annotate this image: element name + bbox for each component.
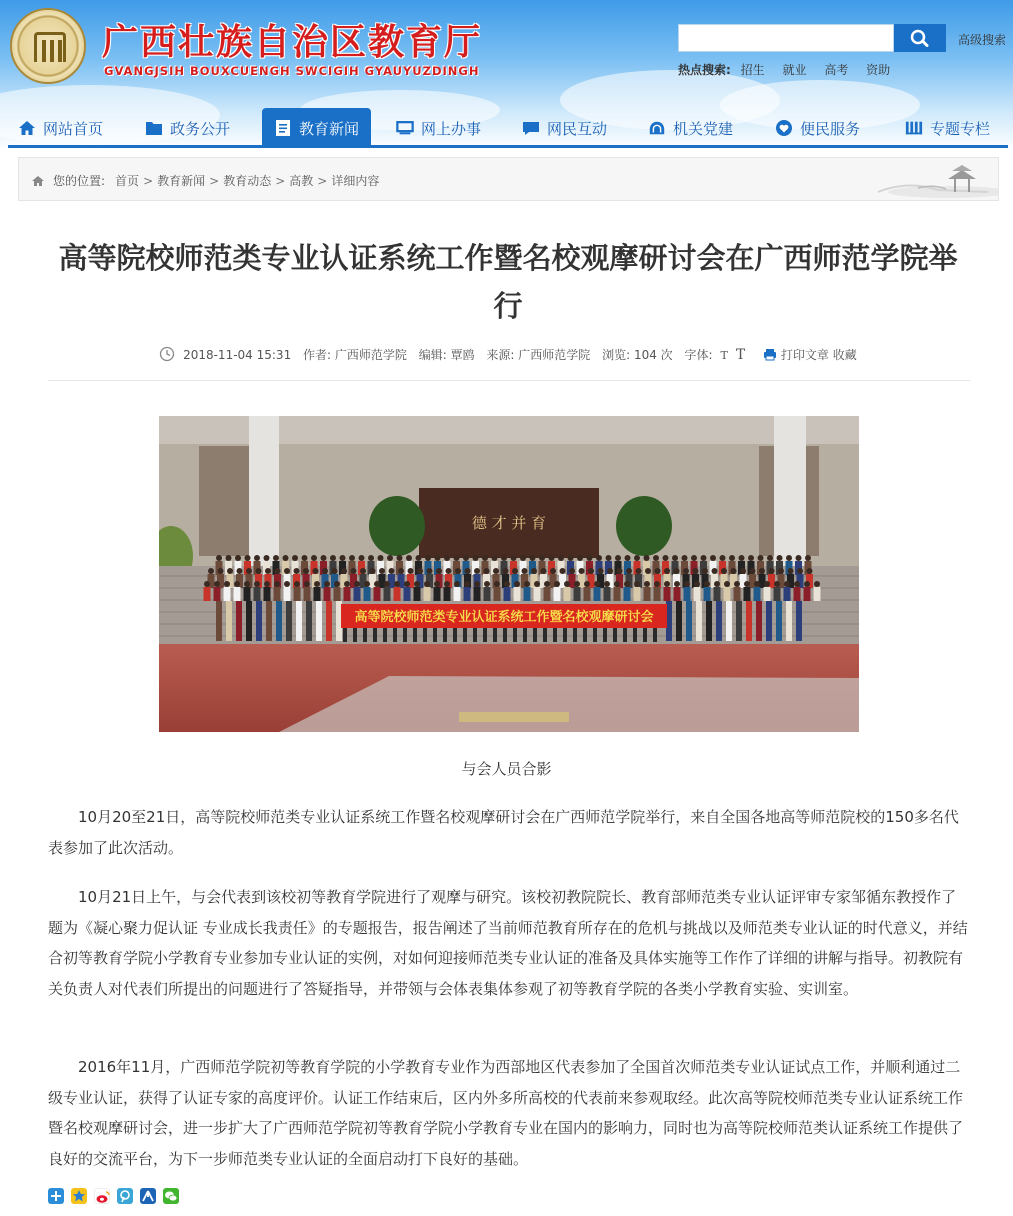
wechat-icon[interactable] <box>163 1188 179 1204</box>
article-editor: 编辑: 覃鸥 <box>418 348 475 362</box>
main-nav <box>8 108 1008 148</box>
photo-wall-text: 德 才 并 育 <box>471 514 547 532</box>
nav-item-label: 政务公开 <box>170 119 231 138</box>
print-article-link[interactable]: 打印文章 <box>780 348 829 362</box>
breadcrumb-bar <box>18 157 999 201</box>
home-icon <box>31 175 45 187</box>
search-button[interactable] <box>894 24 946 52</box>
favorite-link[interactable]: 收藏 <box>832 348 857 362</box>
title-divider <box>48 380 970 381</box>
breadcrumb: 您的位置: 首页 > 教育新闻 > 教育动态 > 高教 > 详细内容 <box>31 172 379 189</box>
article-views: 浏览: 104 次 <box>602 348 673 362</box>
nav-item-party-building[interactable] <box>648 108 733 148</box>
hot-search <box>678 61 904 78</box>
font-large-button[interactable]: T <box>735 347 746 363</box>
advanced-search-link[interactable]: 高级搜索 <box>958 33 1007 47</box>
nav-item-label: 网民互动 <box>547 119 608 138</box>
qzone-icon[interactable] <box>71 1188 87 1204</box>
document-icon <box>274 119 292 137</box>
hot-search-label: 热点搜索: <box>678 63 731 77</box>
nav-item-netizen-interaction[interactable] <box>522 108 607 148</box>
nav-item-label: 网站首页 <box>43 119 104 138</box>
nav-item-education-news[interactable] <box>262 108 371 148</box>
nav-item-special-topics[interactable] <box>905 108 990 148</box>
article-meta <box>48 346 968 363</box>
department-emblem-logo[interactable] <box>10 8 86 84</box>
breadcrumb-item[interactable]: 教育动态 <box>223 174 272 188</box>
nav-item-label: 教育新闻 <box>299 119 360 138</box>
breadcrumb-item[interactable]: 高教 <box>289 174 314 188</box>
weibo-icon[interactable] <box>94 1188 110 1204</box>
font-small-button[interactable]: T <box>720 349 728 362</box>
article-paragraph: 2016年11月，广西师范学院初等教育学院的小学教育专业作为西部地区代表参加了全国首次师范类专业认证试点工作，并顺利通过二级专业认证，获得了认证专家的高度评价。认证工作结束后，区内外多所高校的代表前来参观取经。此次高等院校师范类专业认证系统工作暨名校观摩研讨会，进一步扩大了广西师范学院初等教育学院小学教育专业在国内的影响力，同时也为高等院校师范类认证系统工作提供了良好的交流平台，为下一步师范类专业认证的全面启动打下良好的基础。 <box>48 1058 964 1168</box>
article-source: 来源: 广西师范学院 <box>486 348 591 362</box>
hot-search-item[interactable]: 就业 <box>782 63 807 77</box>
site-title[interactable]: 广西壮族自治区教育厅 <box>102 21 483 63</box>
folder-icon <box>145 119 163 137</box>
article-datetime: 2018-11-04 15:31 <box>183 348 292 362</box>
search-input[interactable] <box>678 24 894 52</box>
party-icon <box>648 119 666 137</box>
photo-caption: 与会人员合影 <box>461 760 552 778</box>
nav-item-label: 网上办事 <box>421 119 482 138</box>
nav-item-home[interactable] <box>18 108 103 148</box>
nav-item-label: 便民服务 <box>800 119 861 138</box>
article-title: 高等院校师范类专业认证系统工作暨名校观摩研讨会在广西师范学院举行 <box>58 241 958 323</box>
nav-item-public-services[interactable] <box>775 108 860 148</box>
share-bar <box>48 1188 186 1204</box>
share-plus-icon[interactable] <box>48 1188 64 1204</box>
site-subtitle: GVANGJSIH BOUXCUENGH SWCIGIH GYAUYUZDINGH <box>104 64 480 78</box>
nav-item-online-services[interactable] <box>396 108 481 148</box>
heart-icon <box>775 119 793 137</box>
breadcrumb-item[interactable]: 教育新闻 <box>157 174 206 188</box>
clock-icon <box>159 346 175 362</box>
nav-item-label: 专题专栏 <box>930 119 991 138</box>
renren-icon[interactable] <box>140 1188 156 1204</box>
hot-search-item[interactable]: 招生 <box>740 63 765 77</box>
pavilion-decoration <box>858 162 998 200</box>
search-icon <box>910 29 930 47</box>
nav-item-government-affairs[interactable] <box>145 108 230 148</box>
hot-search-item[interactable]: 高考 <box>824 63 849 77</box>
hot-search-item[interactable]: 资助 <box>866 63 891 77</box>
home-icon <box>18 119 36 137</box>
group-photo <box>159 416 859 732</box>
columns-icon <box>905 119 923 137</box>
nav-item-label: 机关党建 <box>673 119 734 138</box>
breadcrumb-current: 详细内容 <box>331 174 380 188</box>
article-paragraph: 10月21日上午，与会代表到该校初等教育学院进行了观摩与研究。该校初教院院长、教育部师范类专业认证评审专家邹循东教授作了题为《凝心聚力促认证 专业成长我责任》的专题报告，报告阐述了当前师范教育所存在的危机与挑战以及师范类专业认证的时代意义，并结合初等教育学院小学教育专业参加专业认证的实例，对如何迎接师范类专业认证的准备及具体实施等工作作了详细的讲解与指导。初教院有关负责人对代表们所提出的问题进行了答疑指导，并带领与会体表集体参观了初等教育学院的各类小学教育实验、实训室。 <box>48 888 968 998</box>
tencent-weibo-icon[interactable] <box>117 1188 133 1204</box>
article-author: 作者: 广西师范学院 <box>303 348 407 362</box>
photo-banner-text: 高等院校师范类专业认证系统工作暨名校观摩研讨会 <box>354 610 654 625</box>
print-icon <box>763 348 777 361</box>
monitor-icon <box>396 119 414 137</box>
chat-icon <box>522 119 540 137</box>
font-size-label: 字体: <box>684 348 713 362</box>
article-paragraph: 10月20至21日，高等院校师范类专业认证系统工作暨名校观摩研讨会在广西师范学院举行，来自全国各地高等师范院校的150多名代表参加了此次活动。 <box>48 808 959 857</box>
breadcrumb-item[interactable]: 首页 <box>115 174 140 188</box>
breadcrumb-prefix: 您的位置: <box>53 174 106 188</box>
